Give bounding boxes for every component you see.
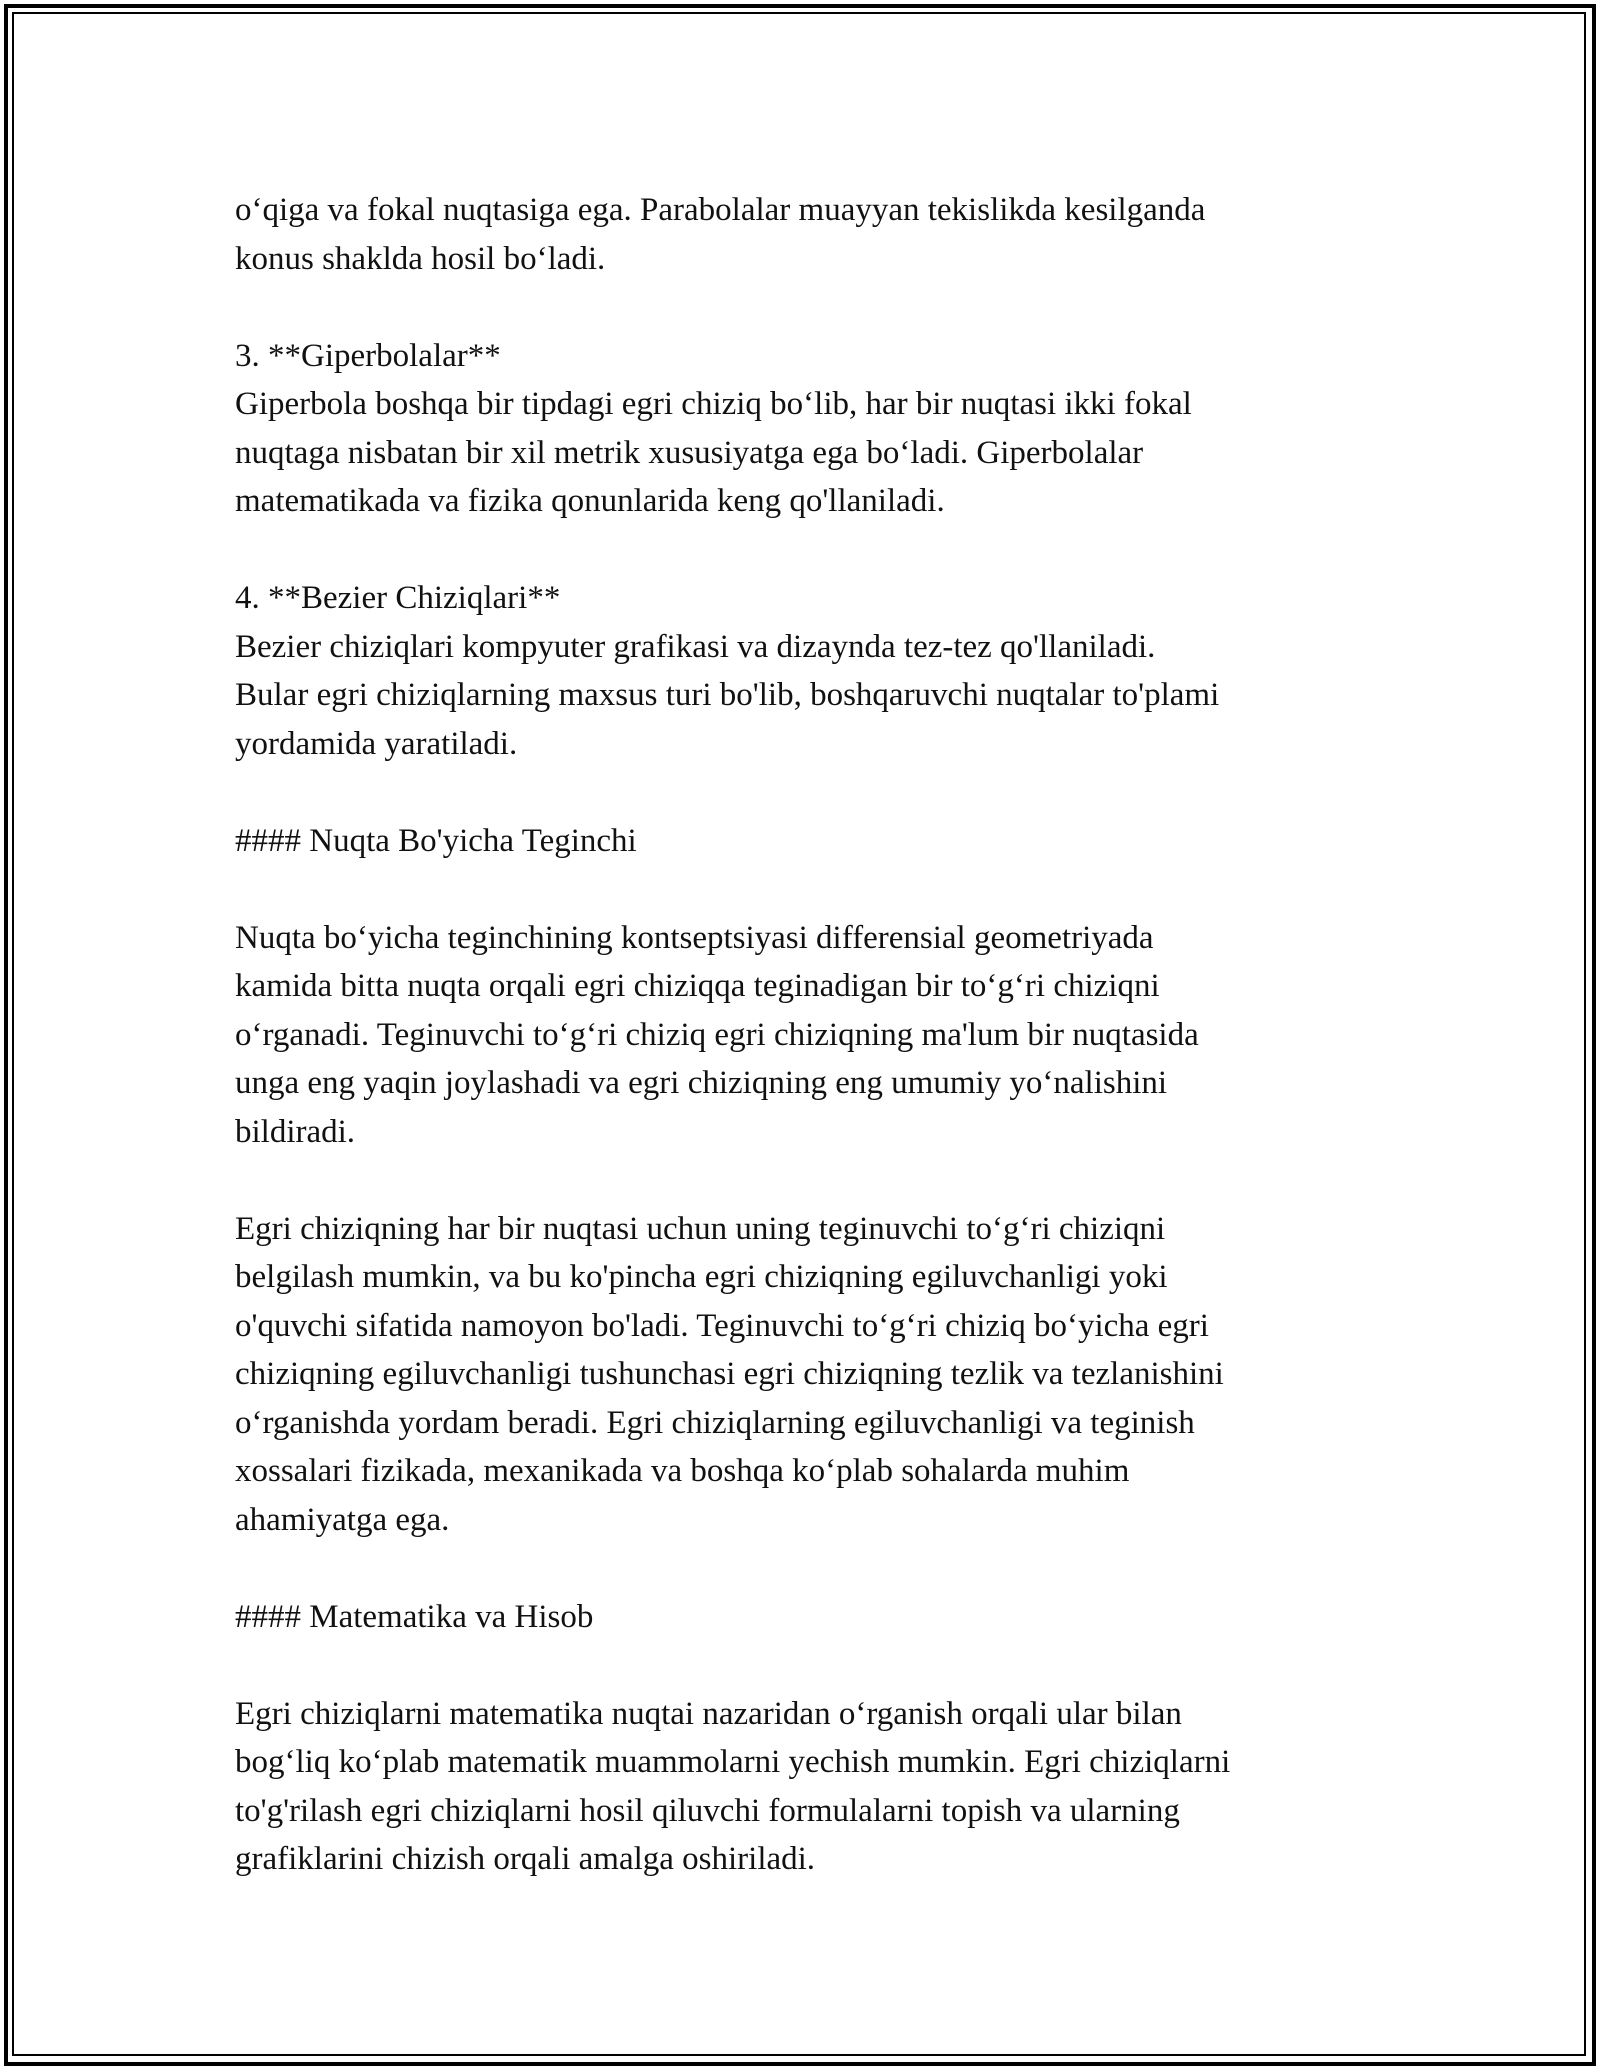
heading-matematika-va-hisob: #### Matematika va Hisob — [235, 1598, 594, 1635]
heading-nuqta-boyicha-teginchi: #### Nuqta Bo'yicha Teginchi — [235, 822, 637, 859]
spacer — [235, 865, 1365, 914]
spacer — [235, 1544, 1365, 1593]
spacer — [235, 1156, 1365, 1205]
paragraph-teginchi-concept: Nuqta bo‘yicha teginchining kontseptsiyasi differensial geometriyada kamida bitta nuqta orqali egri chiziqqa teginadigan bir to‘g‘ri chiziqni o‘rganadi. Teginuvchi to‘g‘ri chiziq egri chiziqning ma'lum bir nuqtasida unga eng yaqin joylashadi va egri chiziqning eng umumiy yo‘nalishini bildiradi. — [235, 919, 1199, 1150]
document-body — [235, 186, 1365, 1884]
spacer — [235, 1641, 1365, 1690]
spacer — [235, 283, 1365, 332]
list-item-giperbolalar: 3. **Giperbolalar** Giperbola boshqa bir tipdagi egri chiziq bo‘lib, har bir nuqtasi ikki fokal nuqtaga nisbatan bir xil metrik xususiyatga ega bo‘ladi. Giperbolalar matematikada va fizika qonunlarida keng qo'llaniladi. — [235, 337, 1192, 519]
paragraph-teginuvchi-egiluvchanlik: Egri chiziqning har bir nuqtasi uchun uning teginuvchi to‘g‘ri chiziqni belgilash mumkin, va bu ko'pincha egri chiziqning egiluvchanligi yoki o'quvchi sifatida namoyon bo'ladi. Teginuvchi to‘g‘ri chiziq bo‘yicha egri chiziqning egiluvchanligi tushunchasi egri chiziqning tezlik va tezlanishini o‘rganishda yordam beradi. Egri chiziqlarning egiluvchanligi va teginish xossalari fizikada, mexanikada va boshqa ko‘plab sohalarda muhim ahamiyatga ega. — [235, 1210, 1224, 1538]
paragraph-parabola-continuation: o‘qiga va fokal nuqtasiga ega. Parabolalar muayyan tekislikda kesilganda konus shaklda hosil bo‘ladi. — [235, 192, 1206, 277]
list-item-bezier: 4. **Bezier Chiziqlari** Bezier chiziqlari kompyuter grafikasi va dizaynda tez-tez qo'llaniladi. Bular egri chiziqlarning maxsus turi bo'lib, boshqaruvchi nuqtalar to'plami yordamida yaratiladi. — [235, 580, 1220, 762]
spacer — [235, 768, 1365, 817]
paragraph-matematika: Egri chiziqlarni matematika nuqtai nazaridan o‘rganish orqali ular bilan bog‘liq ko‘plab matematik muammolarni yechish mumkin. Egri chiziqlarni to'g'rilash egri chiziqlarni hosil qiluvchi formulalarni topish va ularning grafiklarini chizish orqali amalga oshiriladi. — [235, 1695, 1231, 1877]
spacer — [235, 526, 1365, 575]
